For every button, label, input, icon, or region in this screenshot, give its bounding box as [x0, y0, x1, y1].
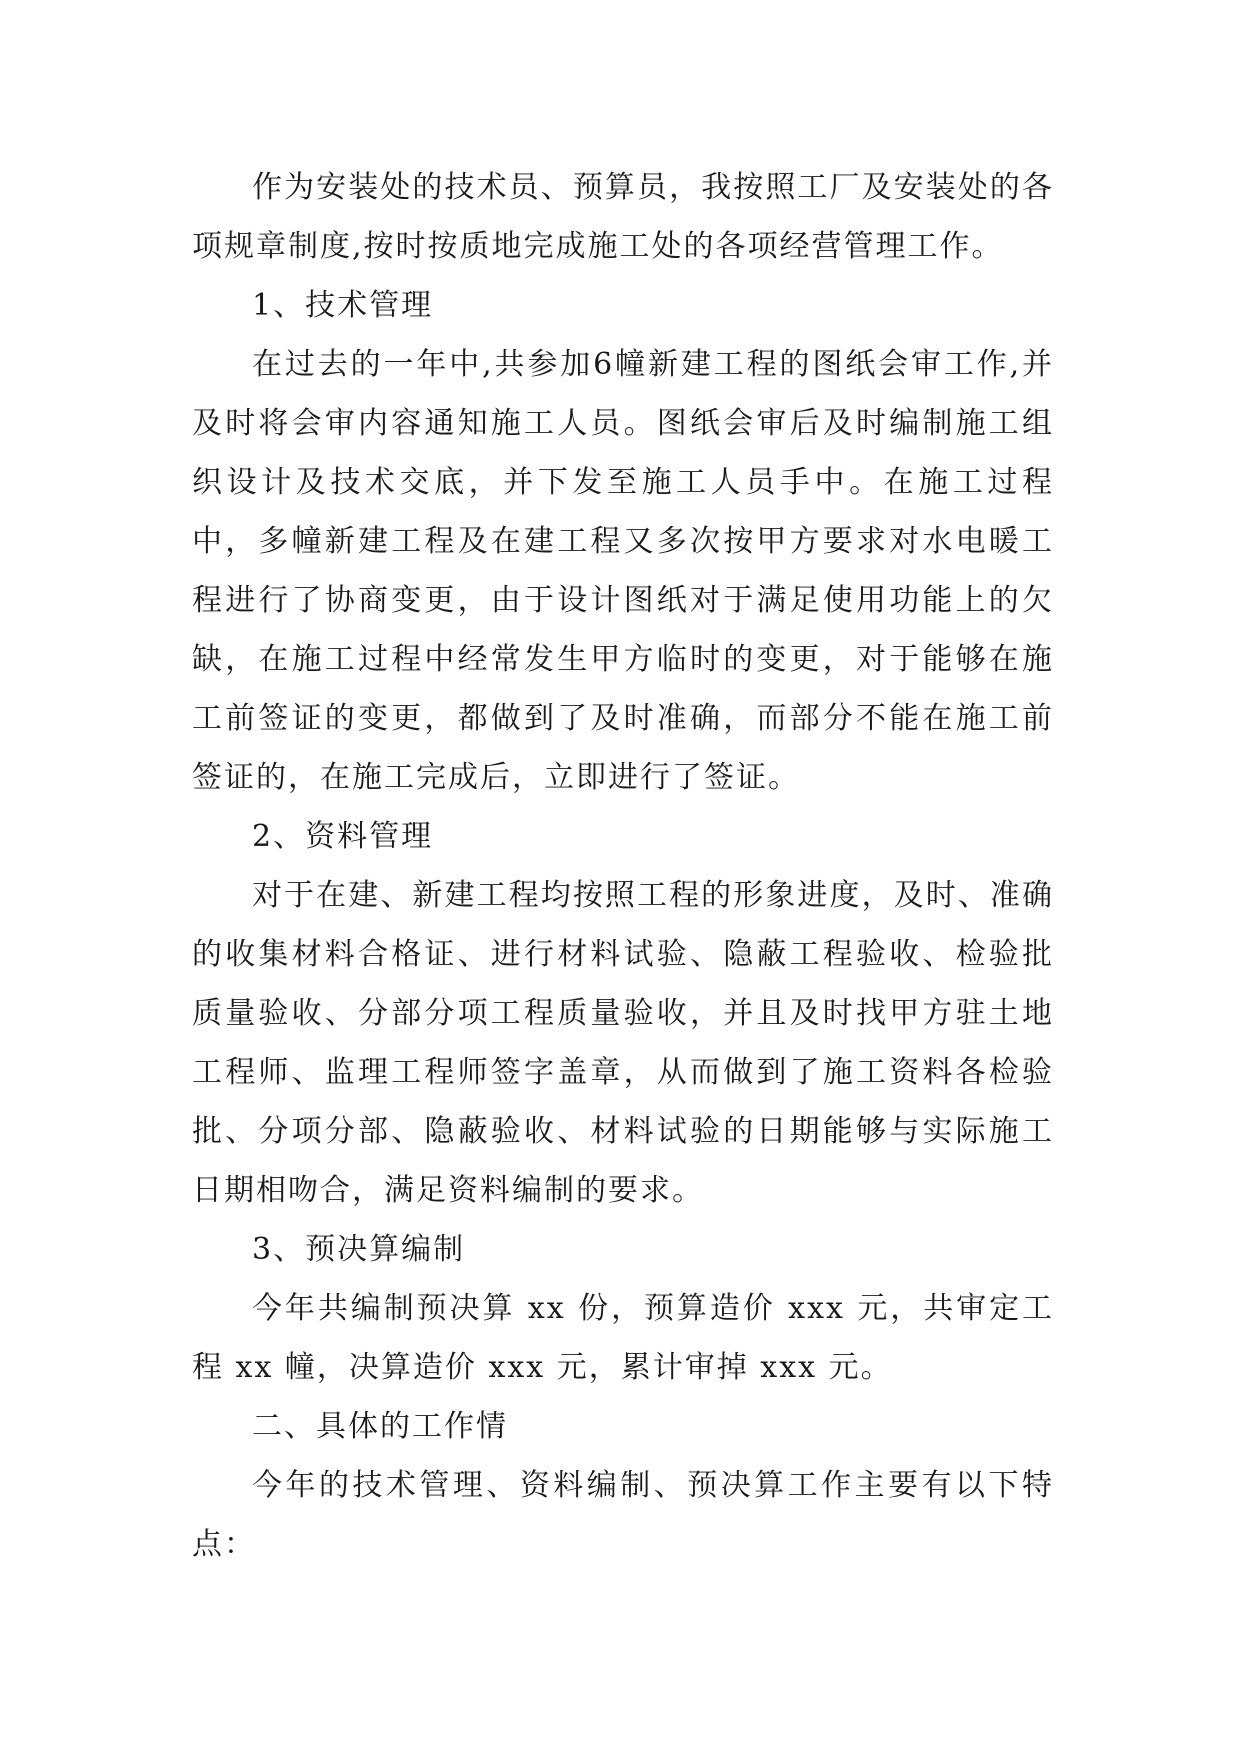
heading-technical-management: 1、技术管理: [252, 288, 434, 323]
heading-data-management: 2、资料管理: [252, 819, 434, 854]
paragraph-intro: 作为安装处的技术员、预算员，我按照工厂及安装处的各项规章制度,按时按质地完成施工处的各项经营管理工作。: [192, 170, 1054, 264]
paragraph-budget-compilation: 今年共编制预决算 xx 份，预算造价 xxx 元，共审定工程 xx 幢，决算造价 xxx 元，累计审掉 xxx 元。: [192, 1291, 1054, 1385]
paragraph-data-management: 对于在建、新建工程均按照工程的形象进度，及时、准确的收集材料合格证、进行材料试验、隐蔽工程验收、检验批质量验收、分部分项工程质量验收，并且及时找甲方驻土地工程师、监理工程师签字盖章，从而做到了施工资料各检验批、分项分部、隐蔽验收、材料试验的日期能够与实际施工日期相吻合，满足资料编制的要求。: [192, 878, 1054, 1208]
paragraph-technical-management: 在过去的一年中,共参加6幢新建工程的图纸会审工作,并及时将会审内容通知施工人员。图纸会审后及时编制施工组织设计及技术交底，并下发至施工人员手中。在施工过程中，多幢新建工程及在建工程又多次按甲方要求对水电暖工程进行了协商变更，由于设计图纸对于满足使用功能上的欠缺，在施工过程中经常发生甲方临时的变更，对于能够在施工前签证的变更，都做到了及时准确，而部分不能在施工前签证的，在施工完成后，立即进行了签证。: [192, 347, 1054, 795]
document-page: [192, 158, 1054, 1574]
paragraph-work-features: 今年的技术管理、资料编制、预决算工作主要有以下特点：: [192, 1468, 1054, 1562]
heading-budget-compilation: 3、预决算编制: [252, 1232, 466, 1267]
heading-specific-work: 二、具体的工作情: [252, 1409, 508, 1444]
